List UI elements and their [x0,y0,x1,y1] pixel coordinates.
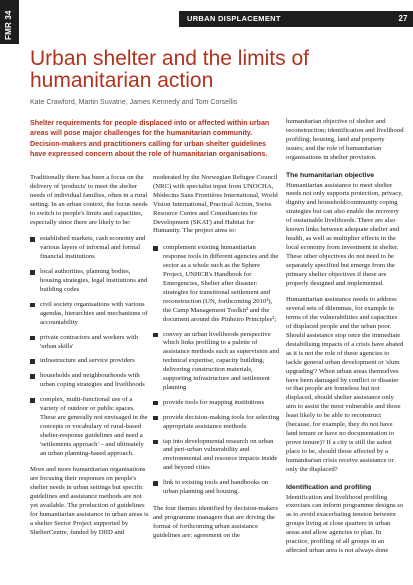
paragraph: Humanitarian assistance needs to address several sets of dilemmas, for example in terms of the vulnerabilities and capacities of displaced people and the urban poor. Should assistance stop once the immediate destabilising impacts of a crisis have abated as it is not the role of these agencies to tackle general urban development or 'slum upgrading'? When urban areas themselves have been damaged by conflict or disaster or that people are homeless but not displaced, should shelter assistance only aim to assist the most vulnerable and those least likely to be able to reconstruct (because, for example, they do not have land tenure or have no documentation to prove tenure)? If a city is still the safest place to be, should those affected by a humanitarian crisis receive assistance or only the displaced? [286,296,404,473]
list-item: civil society organisations with various agendas, hierarchies and mechanisms of accountability [30,301,150,328]
text-column-3 [286,118,404,564]
list-item: complex, multi-functional use of a variety of outdoor or public spaces. These are generally not envisaged in the concepts or vocabulary of rural-based shelter-response guidelines and need a 'settlements approach' – and ultimately an urban planning-based approach. [30,396,150,458]
section-heading: Identification and profiling [286,483,372,491]
paragraph: Humanitarian assistance to meet shelter needs not only supports protection, privacy, dignity and household/community coping strategies but can also enable the recovery of sustainable livelihoods. There are also known links between adequate shelter and health, as well as multiplier effects in the local economy from investment in shelter. These other objectives do not need to be separately specified but emerge from the primary shelter objectives if these are properly designed and implemented. [286,181,403,287]
page-number: 27 [388,11,413,27]
article-lede: Shelter requirements for people displaced into or affected within urban areas will pose major challenges for the humanitarian community. Decision-makers and practitioners calling for urban shelter guidelines have expressed concern about the role of humanitarian organisations. [30,119,270,158]
list-item: established markets, cash economy and various layers of informal and formal financial institutions [30,235,150,262]
article-title: Urban shelter and the limits of humanitarian action [30,47,309,92]
list-item: infrastructure and service providers [30,357,150,366]
journal-issue-label: FMR 34 [4,10,13,40]
list-item: local authorities, planning bodies, housing strategies, legal institutions and building codes [30,268,150,295]
list-item: households and neighbourhoods with urban coping strategies and livelihoods [30,372,150,390]
list-item: provide decision-making tools for selecting appropriate assistance methods [153,414,280,432]
section-label: URBAN DISPLACEMENT [179,11,394,27]
bullet-list [30,235,150,458]
bullet-list [153,244,280,497]
list-item: convey an urban livelihoods perspective which links profiling to a palette of assistance methods such as supervision and technical expertise, capacity building, delivering construction materials, supporting infrastructure and settlement planning [153,331,280,393]
list-item: provide tools for mapping institutions [153,399,280,408]
text-column-1 [30,174,150,546]
list-item: private contractors and workers with 'urban skills' [30,334,150,352]
paragraph: Traditionally there has been a focus on the delivery of 'products' to meet the shelter needs of individual families, often in a rural setting. In an urban context, the focus needs to switch to people's limits and capacities, especially since there are likely to be: [30,174,148,226]
list-item: tap into developmental research on urban and peri-urban vulnerability and environmental and resource impacts inside and beyond cities [153,438,280,474]
list-item: link to existing tools and handbooks on urban planning and housing. [153,479,280,497]
paragraph: moderated by the Norwegian Refugee Council (NRC) with specialist input from UNOCHA, Médecins Sans Frontières International, World Vision International, Practical Action, Swiss Resource Centre and Consultancies for Development (SKAT) and Habitat for Humanity. The project aims to: [153,174,278,235]
paragraph: Identification and livelihood profiling exercises can inform programme designs so as to avoid exacerbating tension between groups living at close quarters in urban areas and allow agencies to plan. In practice, profiling of all groups in an affected urban area is not always done [286,493,404,554]
article-authors: Kate Crawford, Martin Suvatne, James Kennedy and Tom Corsellis [30,99,238,106]
paragraph: humanitarian objective of shelter and reconstruction; identification and livelihood profiling; housing, land and property issues; and the role of humanitarian organisations in shelter provision. [286,118,404,161]
list-item: complement existing humanitarian response tools in different agencies and the sector as a whole such as the Sphere Project, UNHCR's Handbook for Emergencies, Shelter after disaster: strategies for transitional settlement and reconstruction (UN, forthcoming 2010¹), the Camp Management Toolkit² and the document around the Pinheiro Principles³; [153,244,280,324]
journal-side-tab [0,0,19,44]
paragraph: More and more humanitarian organisations are focusing their responses on people's shelter needs in urban settings but specific guidelines and assistance methods are not yet available. The production of guidelines for humanitarian assistance in urban areas is a shelter Sector Project supported by ShelterCentre, funded by DfID and [30,466,149,536]
text-column-2 [153,174,280,549]
paragraph: The four themes identified by decision-makers and programme managers that are driving the format of forthcoming urban assistance guidelines are: agreement on the [153,505,278,539]
section-heading: The humanitarian objective [286,171,375,179]
page-header [21,0,413,32]
